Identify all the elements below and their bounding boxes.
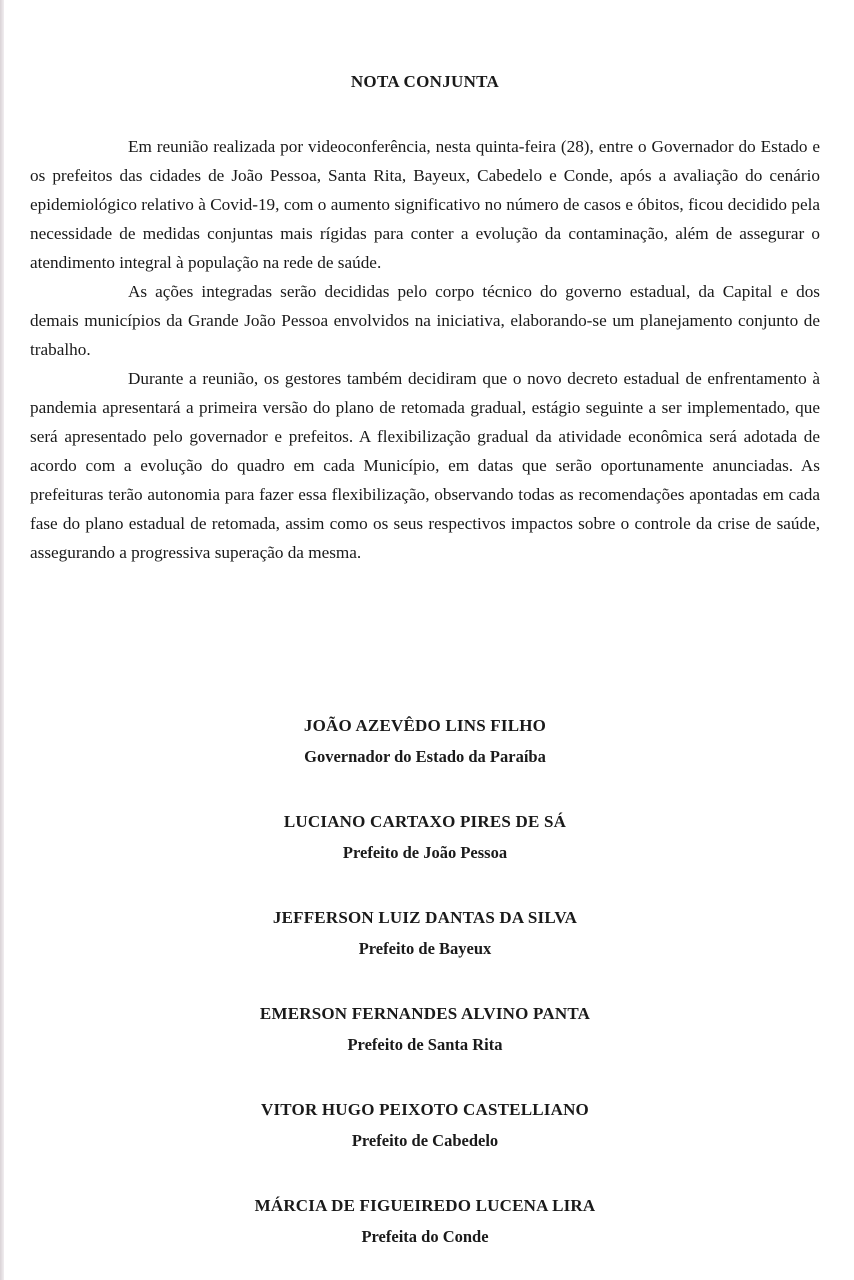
signature-mayor-santa-rita [30,1000,820,1096]
signatory-name: VITOR HUGO PEIXOTO CASTELLIANO [261,1100,589,1119]
signature-governor [30,712,820,808]
signature-mayor-bayeux [30,904,820,1000]
signature-mayor-joao-pessoa [30,808,820,904]
paragraph-meeting: Em reunião realizada por videoconferência, nesta quinta-feira (28), entre o Governador do Estado e os prefeitos das cidades de João Pessoa, Santa Rita, Bayeux, Cabedelo e Conde, após a avaliação do cenário epidemiológico relativo à Covid-19, com o aumento significativo no número de casos e óbitos, ficou decidido pela necessidade de medidas conjuntas mais rígidas para conter a evolução da contaminação, além de assegurar o atendimento integral à população na rede de saúde. [30,137,820,272]
signatory-name: MÁRCIA DE FIGUEIREDO LUCENA LIRA [254,1196,596,1215]
paragraph-integrated-actions: As ações integradas serão decididas pelo corpo técnico do governo estadual, da Capital e dos demais municípios da Grande João Pessoa envolvidos na iniciativa, elaborando-se um planejamento conjunto de trabalho. [30,282,820,359]
signature-mayor-conde [30,1192,820,1280]
page-edge-shadow [0,0,4,1280]
document-page [30,0,820,1280]
document-body [30,132,820,567]
signatory-role: Governador do Estado da Paraíba [304,747,546,766]
signature-block [30,712,820,1280]
signatory-name: JEFFERSON LUIZ DANTAS DA SILVA [272,908,578,927]
signatory-role: Prefeito de Santa Rita [347,1035,503,1054]
signature-mayor-cabedelo [30,1096,820,1192]
signatory-role: Prefeito de João Pessoa [342,843,508,862]
signatory-name: LUCIANO CARTAXO PIRES DE SÁ [283,812,567,831]
paragraph-reopening-plan: Durante a reunião, os gestores também decidiram que o novo decreto estadual de enfrentamento à pandemia apresentará a primeira versão do plano de retomada gradual, estágio seguinte a ser implementado, que será apresentado pelo governador e prefeitos. A flexibilização gradual da atividade econômica será adotada de acordo com a evolução do quadro em cada Município, em datas que serão oportunamente anunciadas. As prefeituras terão autonomia para fazer essa flexibilização, observando todas as recomendações apontadas em cada fase do plano estadual de retomada, assim como os seus respectivos impactos sobre o controle da crise de saúde, assegurando a progressiva superação da mesma. [30,369,820,562]
signatory-name: EMERSON FERNANDES ALVINO PANTA [259,1004,591,1023]
signatory-role: Prefeita do Conde [361,1227,489,1246]
document-title: NOTA CONJUNTA [350,72,500,91]
signatory-name: JOÃO AZEVÊDO LINS FILHO [303,716,547,735]
signatory-role: Prefeito de Bayeux [358,939,492,958]
signatory-role: Prefeito de Cabedelo [351,1131,499,1150]
